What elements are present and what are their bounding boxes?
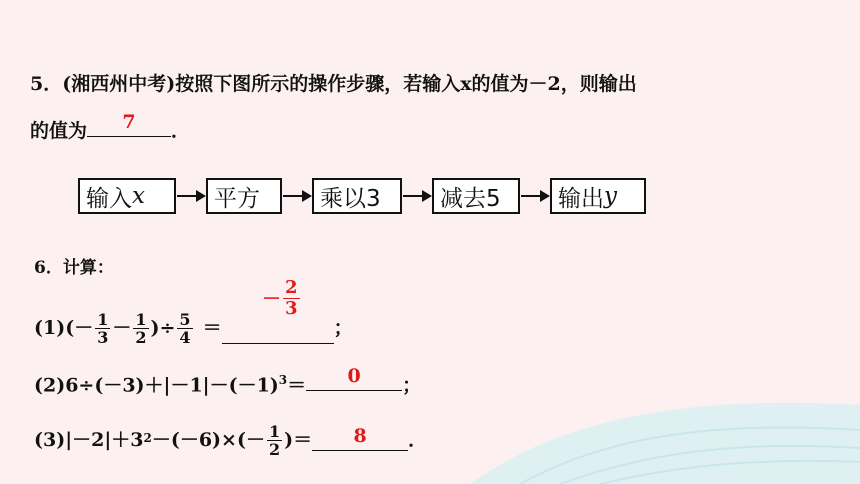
fraction-numerator: 1	[135, 309, 147, 329]
flow-box-subtract	[432, 178, 520, 214]
flow-box-input-var: x	[132, 183, 145, 209]
q5-answer-blank	[87, 111, 171, 137]
fraction-denominator: 2	[268, 439, 281, 459]
q6-item1-equals: ＝	[202, 317, 222, 339]
flow-box-multiply-label: 乘以3	[320, 185, 381, 212]
q6-item2-answer: 0	[347, 365, 361, 388]
fraction-denominator: 3	[97, 327, 109, 347]
fraction-denominator: 2	[135, 327, 147, 347]
flow-box-input-label: 输入	[86, 185, 132, 212]
flow-arrow-icon	[402, 178, 432, 214]
fraction-numerator: 1	[268, 421, 281, 441]
q6-item2-exponent: 3	[278, 373, 288, 387]
flow-box-output-var: y	[604, 183, 617, 209]
q6-item3-expression-a: (3)|－2|＋3	[34, 429, 144, 451]
fraction	[177, 311, 192, 346]
flow-box-input	[78, 178, 176, 214]
q6-item2-equals: ＝	[287, 374, 307, 397]
flow-box-square	[206, 178, 282, 214]
q5-line2-prefix: 的值为	[30, 120, 88, 142]
q6-item1-answer-sign: －	[262, 287, 282, 310]
answer-fraction-numerator: 2	[285, 277, 298, 298]
q6-item3-exponent: 2	[143, 431, 152, 445]
fraction	[133, 311, 148, 346]
flow-box-subtract-label: 减去5	[440, 185, 501, 212]
q6-item3-answer: 8	[353, 424, 367, 447]
q6-item3-end: ．	[408, 429, 428, 451]
q6-item1	[34, 306, 353, 350]
q5-answer: 7	[122, 111, 136, 133]
q6-item3	[34, 418, 427, 462]
q6-item1-minus: －	[112, 317, 132, 339]
q6-title: 6．计算：	[34, 258, 114, 278]
fraction-denominator: 4	[179, 327, 191, 347]
q6-item2-expression: (2)6÷(－3)＋|－1|－(－1)	[34, 374, 279, 397]
fraction-numerator: 5	[179, 309, 191, 329]
flow-arrow-icon	[176, 178, 206, 214]
flow-box-square-label: 平方	[214, 185, 260, 212]
q6-item1-answer	[262, 278, 302, 319]
q6-item3-expression-b: －(－6)×(－	[151, 429, 265, 451]
answer-fraction-denominator: 3	[285, 298, 298, 319]
fraction	[267, 423, 282, 458]
flow-arrow-icon	[520, 178, 550, 214]
fraction	[95, 311, 110, 346]
q6-item2-end: ；	[402, 374, 422, 397]
q5-line2	[30, 111, 191, 143]
q6-item3-expression-c: )＝	[284, 429, 313, 451]
q6-item2	[34, 365, 422, 397]
flow-box-multiply	[312, 178, 402, 214]
q6-item3-answer-blank	[312, 424, 408, 451]
q6-item2-answer-blank	[306, 365, 402, 391]
q6-item1-end: ；	[333, 317, 353, 339]
answer-fraction	[283, 278, 300, 319]
q5-line2-suffix: ．	[171, 120, 191, 142]
q5-line1: 5．(湘西州中考)按照下图所示的操作步骤，若输入x的值为－2，则输出	[30, 73, 637, 95]
flow-box-output	[550, 178, 646, 214]
fraction-numerator: 1	[97, 309, 109, 329]
flow-arrow-icon	[282, 178, 312, 214]
q6-item1-prefix: (1)(－	[34, 317, 94, 339]
q5-flowchart	[78, 176, 646, 216]
flow-box-output-label: 输出	[558, 185, 604, 212]
q6-item1-divide: )÷	[150, 317, 176, 339]
